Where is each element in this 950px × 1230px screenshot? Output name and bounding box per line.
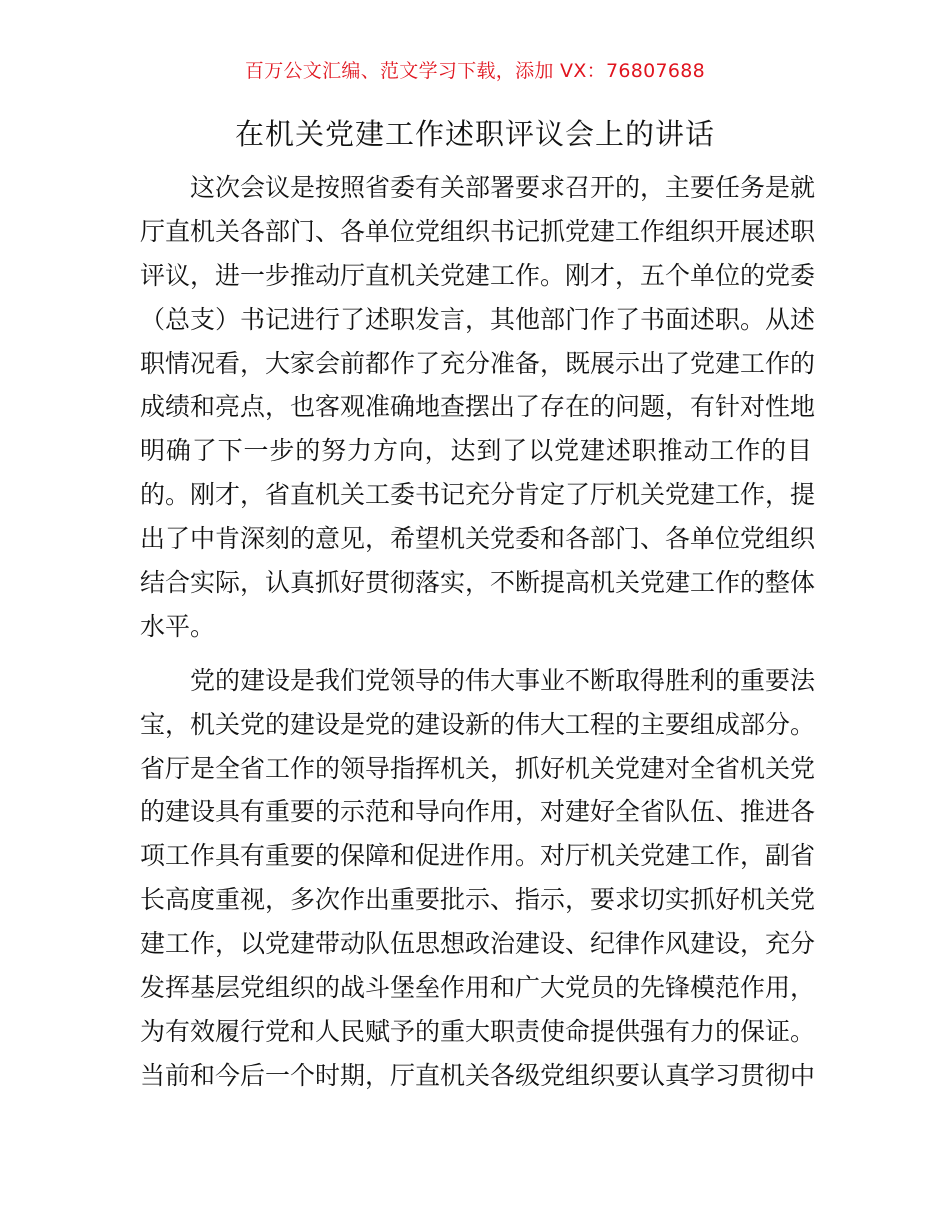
- text-line: 长高度重视，多次作出重要批示、指示，要求切实抓好机关党: [140, 885, 816, 915]
- promo-header: 百万公文汇编、范文学习下载，添加 VX：76807688: [244, 60, 706, 82]
- text-line: 发挥基层党组织的战斗堡垒作用和广大党员的先锋模范作用，: [140, 973, 816, 1003]
- text-line: 厅直机关各部门、各单位党组织书记抓党建工作组织开展述职: [140, 216, 816, 246]
- text-line: 出了中肯深刻的意见，希望机关党委和各部门、各单位党组织: [140, 524, 816, 554]
- text-line: 省厅是全省工作的领导指挥机关，抓好机关党建对全省机关党: [140, 753, 816, 783]
- document-title: 在机关党建工作述职评议会上的讲话: [234, 117, 715, 151]
- text-line: 职情况看，大家会前都作了充分准备，既展示出了党建工作的: [140, 348, 816, 378]
- text-line: 成绩和亮点，也客观准确地查摆出了存在的问题，有针对性地: [140, 392, 816, 422]
- text-line: 党的建设是我们党领导的伟大事业不断取得胜利的重要法: [140, 665, 816, 695]
- text-line: （总支）书记进行了述职发言，其他部门作了书面述职。从述: [140, 304, 816, 334]
- text-line: 当前和今后一个时期，厅直机关各级党组织要认真学习贯彻中: [140, 1060, 816, 1090]
- text-line: 建工作，以党建带动队伍思想政治建设、纪律作风建设，充分: [140, 929, 816, 959]
- paragraph-2: [140, 659, 816, 1098]
- text-line: 项工作具有重要的保障和促进作用。对厅机关党建工作，副省: [140, 841, 816, 871]
- text-line: 结合实际，认真抓好贯彻落实，不断提高机关党建工作的整体: [140, 568, 816, 598]
- document-body: [140, 166, 816, 1098]
- paragraph-1: [140, 166, 816, 649]
- text-line: 宝，机关党的建设是党的建设新的伟大工程的主要组成部分。: [140, 709, 816, 739]
- text-line: 的。刚才，省直机关工委书记充分肯定了厅机关党建工作，提: [140, 480, 816, 510]
- text-line: 的建设具有重要的示范和导向作用，对建好全省队伍、推进各: [140, 797, 816, 827]
- text-line: 明确了下一步的努力方向，达到了以党建述职推动工作的目: [140, 436, 812, 466]
- text-line: 水平。: [140, 611, 216, 641]
- text-line: 评议，进一步推动厅直机关党建工作。刚才，五个单位的党委: [140, 260, 816, 290]
- text-line: 这次会议是按照省委有关部署要求召开的，主要任务是就: [140, 173, 816, 202]
- text-line: 为有效履行党和人民赋予的重大职责使命提供强有力的保证。: [140, 1016, 816, 1046]
